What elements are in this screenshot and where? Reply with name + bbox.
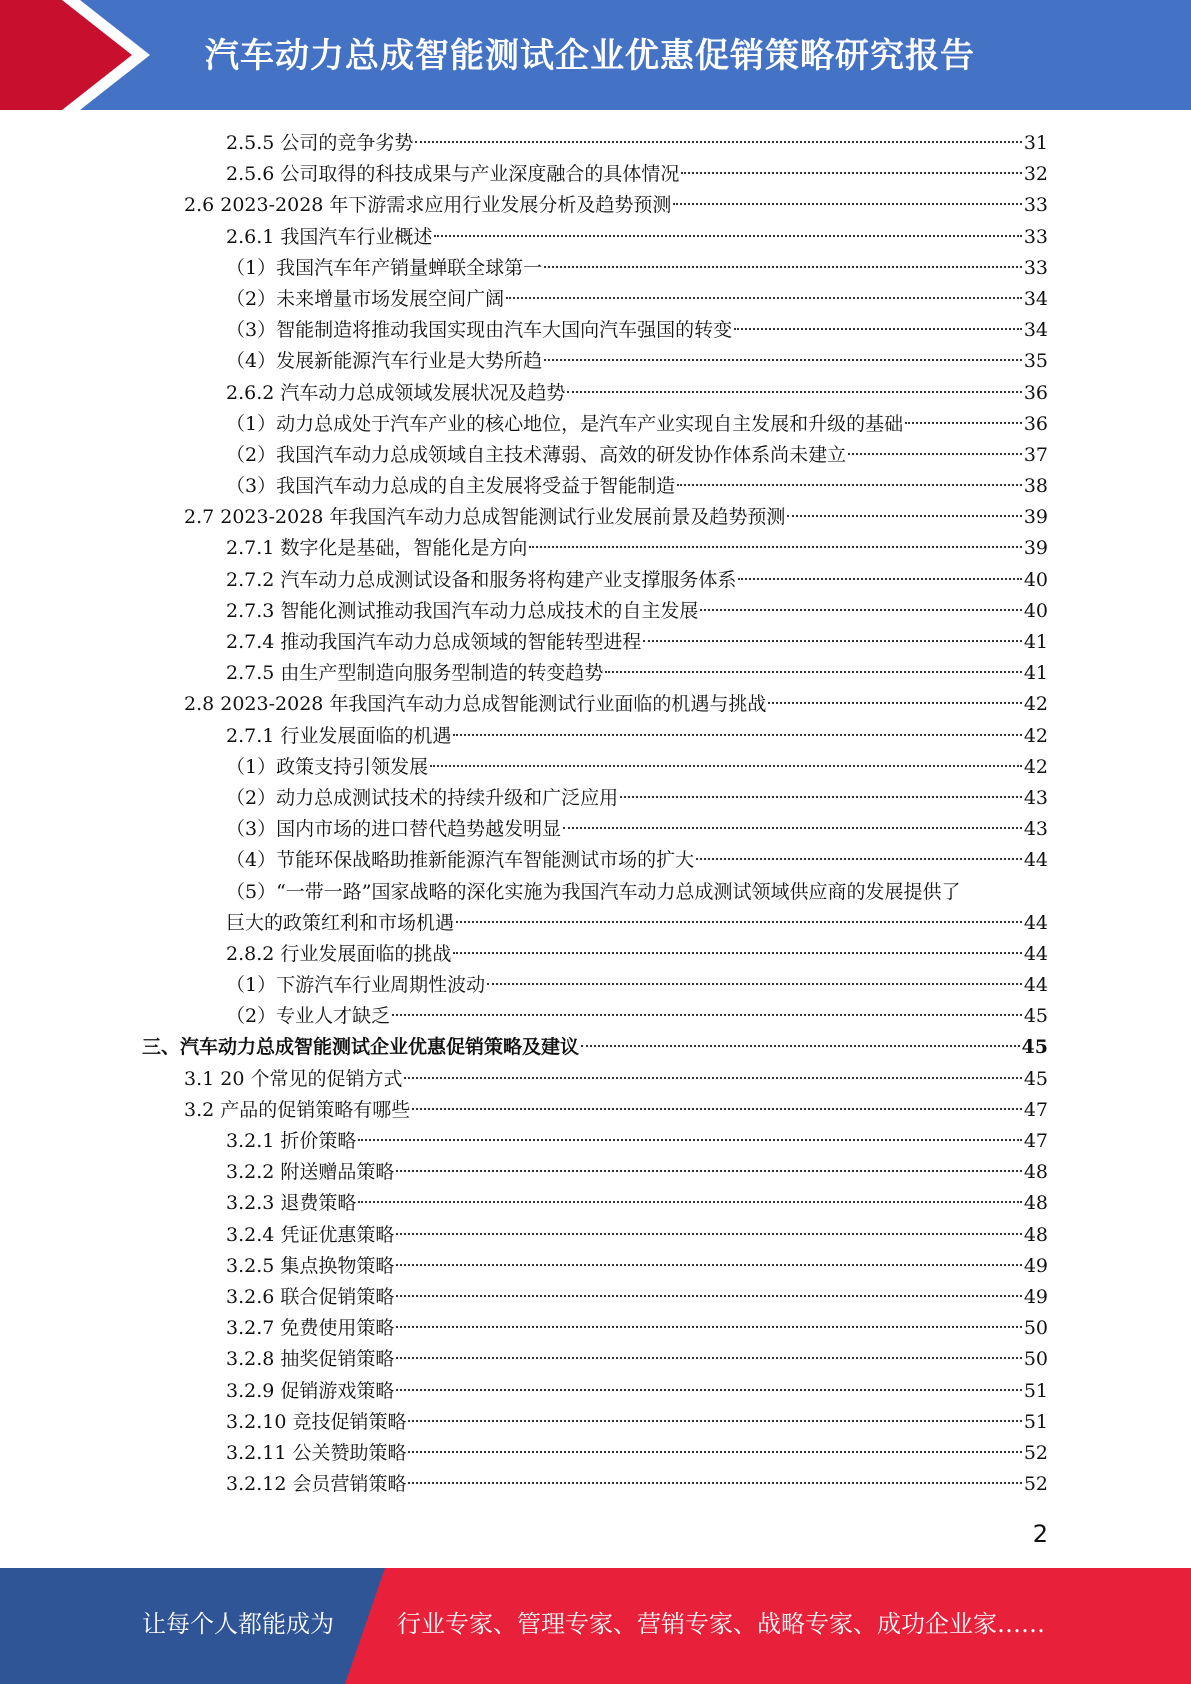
toc-entry[interactable] [226,1469,1048,1500]
toc-entry-title: （1）政策支持引领发展 [226,755,429,778]
toc-entry-page: 42 [1023,724,1048,747]
toc-entry-title: （2）我国汽车动力总成领域自主技术薄弱、高效的研发协作体系尚未建立 [226,443,847,466]
toc-entry[interactable] [226,721,1048,752]
toc-entry-title: 3.2.5 集点换物策略 [226,1254,395,1277]
toc-entry[interactable] [226,845,1048,876]
toc-dot-leader [563,827,1022,829]
toc-entry[interactable] [226,159,1048,190]
toc-entry-title: （3）智能制造将推动我国实现由汽车大国向汽车强国的转变 [226,319,733,342]
toc-entry-title: 巨大的政策红利和市场机遇 [226,911,455,934]
toc-entry-page: 43 [1023,786,1048,809]
toc-entry-page: 42 [1023,755,1048,778]
toc-dot-leader [681,172,1021,174]
toc-entry-title: （4）节能环保战略助推新能源汽车智能测试市场的扩大 [226,849,695,872]
toc-dot-leader [396,1389,1021,1391]
toc-entry-page: 38 [1023,475,1048,498]
toc-dot-leader [734,328,1022,330]
toc-entry-page: 32 [1023,163,1048,186]
toc-dot-leader [408,1420,1021,1422]
toc-entry-page: 49 [1023,1285,1048,1308]
toc-entry-title: 3.2.10 竞技促销策略 [226,1410,407,1433]
toc-entry[interactable] [226,565,1048,596]
toc-entry[interactable] [226,346,1048,377]
toc-dot-leader [396,1170,1021,1172]
toc-entry-title: （3）国内市场的进口替代趋势越发明显 [226,818,562,841]
toc-dot-leader [787,515,1021,517]
toc-entry-page: 47 [1023,1130,1048,1152]
toc-entry[interactable] [226,1251,1048,1282]
toc-dot-leader [905,422,1022,424]
toc-dot-leader [404,1077,1021,1079]
toc-entry-page: 36 [1023,412,1048,435]
toc-entry-title: （2）动力总成测试技术的持续升级和广泛应用 [226,786,619,809]
toc-entry-page: 36 [1023,381,1048,404]
toc-entry-page: 35 [1023,350,1048,373]
toc-entry-title: 2.7.2 汽车动力总成测试设备和服务将构建产业支撑服务体系 [226,568,737,591]
toc-dot-leader [605,671,1021,673]
toc-entry[interactable] [226,1313,1048,1344]
toc-entry-page: 52 [1023,1441,1048,1464]
toc-dot-leader [396,1295,1021,1297]
toc-entry[interactable] [226,814,1048,845]
toc-entry[interactable] [226,1001,1048,1032]
toc-dot-leader [453,952,1021,954]
toc-entry-title: 2.7.1 数字化是基础，智能化是方向 [226,537,528,560]
toc-entry-title: 2.7 2023-2028 年我国汽车动力总成智能测试行业发展前景及趋势预测 [184,506,786,529]
toc-entry-title: 2.7.5 由生产型制造向服务型制造的转变趋势 [226,662,604,685]
toc-entry[interactable] [226,1188,1048,1219]
toc-entry-page: 52 [1023,1473,1048,1496]
toc-entry-page: 39 [1023,506,1048,529]
toc-entry[interactable] [226,1126,1048,1157]
toc-dot-leader [567,391,1021,393]
toc-entry-page: 48 [1023,1192,1048,1215]
toc-entry-page: 33 [1023,225,1048,248]
toc-entry-title: （1）下游汽车行业周期性波动 [226,974,486,997]
toc-entry-title: （1）我国汽车年产销量蝉联全球第一 [226,256,543,279]
toc-dot-leader [529,546,1021,548]
toc-entry[interactable] [226,1282,1048,1313]
toc-entry[interactable] [184,190,1048,221]
toc-entry[interactable] [226,658,1048,689]
toc-dot-leader [620,796,1022,798]
toc-dot-leader [700,609,1021,611]
toc-dot-leader [430,765,1022,767]
toc-entry-title: 2.7.1 行业发展面临的机遇 [226,724,452,747]
toc-entry[interactable] [226,284,1048,315]
toc-entry-page: 44 [1023,911,1048,934]
toc-dot-leader [396,1233,1021,1235]
toc-entry-title: 2.7.4 推动我国汽车动力总成领域的智能转型进程 [226,631,642,653]
toc-entry-page: 48 [1023,1161,1048,1184]
toc-entry[interactable] [226,440,1048,471]
footer-slogan-right: 行业专家、管理专家、营销专家、战略专家、成功企业家…… [397,1610,1045,1638]
toc-entry-page: 43 [1023,818,1048,841]
toc-entry[interactable] [226,378,1048,409]
toc-entry[interactable] [226,970,1048,1001]
toc-entry-page: 33 [1023,256,1048,279]
toc-entry[interactable] [184,1095,1048,1126]
toc-dot-leader [358,1201,1021,1203]
toc-entry-title: 2.5.5 公司的竞争劣势 [226,132,414,154]
toc-entry-page: 44 [1023,849,1048,872]
toc-entry-page: 45 [1023,1067,1048,1090]
toc-entry-page: 40 [1023,599,1048,622]
toc-entry-title: 3.2.9 促销游戏策略 [226,1379,395,1402]
toc-entry[interactable] [226,877,1048,908]
toc-dot-leader [453,734,1021,736]
toc-dot-leader [456,921,1022,923]
toc-dot-leader [544,359,1022,361]
toc-entry[interactable] [226,752,1048,783]
toc-entry-title: 3.2.11 公关赞助策略 [226,1441,407,1464]
toc-entry[interactable] [226,908,1048,939]
footer-slogan-left: 让每个人都能成为 [142,1610,334,1638]
toc-entry[interactable] [226,1407,1048,1438]
toc-entry-title: 2.8.2 行业发展面临的挑战 [226,942,452,965]
toc-dot-leader [396,1357,1021,1359]
toc-entry-title: （1）动力总成处于汽车产业的核心地位，是汽车产业实现自主发展和升级的基础 [226,412,904,435]
toc-entry[interactable] [226,533,1048,564]
toc-entry-page: 31 [1023,132,1048,154]
toc-entry-page: 48 [1023,1223,1048,1246]
toc-entry-title: 三、汽车动力总成智能测试企业优惠促销策略及建议 [142,1036,580,1059]
toc-entry[interactable] [184,502,1048,533]
toc-entry-title: 3.2.7 免费使用策略 [226,1317,395,1340]
toc-entry[interactable] [142,1032,1048,1063]
toc-dot-leader [487,983,1022,985]
toc-entry[interactable] [226,253,1048,284]
toc-entry-title: （5）“一带一路”国家战略的深化实施为我国汽车动力总成测试领域供应商的发展提供了 [226,880,961,903]
toc-entry-page: 34 [1023,319,1048,342]
toc-entry-page: 45 [1021,1036,1048,1059]
toc-dot-leader [434,235,1021,237]
toc-entry-page: 44 [1023,974,1048,997]
toc-entry-title: 3.2.12 会员营销策略 [226,1473,407,1496]
toc-entry[interactable] [226,222,1048,253]
toc-entry-title: 3.2.2 附送赠品策略 [226,1161,395,1184]
toc-entry[interactable] [226,939,1048,970]
toc-entry-page: 51 [1023,1410,1048,1433]
toc-dot-leader [415,141,1021,143]
toc-entry[interactable] [226,1220,1048,1251]
toc-entry-page: 39 [1023,537,1048,560]
toc-entry-page: 40 [1023,568,1048,591]
page-header [0,0,1191,110]
toc-dot-leader [768,702,1021,704]
toc-dot-leader [396,1264,1021,1266]
toc-entry-page: 37 [1023,443,1048,466]
page-footer [0,1568,1191,1684]
toc-entry-page: 51 [1023,1379,1048,1402]
toc-dot-leader [544,266,1022,268]
toc-entry[interactable] [226,1157,1048,1188]
toc-entry-title: 3.2.3 退费策略 [226,1192,357,1215]
toc-entry-title: 3.1 20 个常见的促销方式 [184,1067,403,1090]
toc-entry-title: 2.8 2023-2028 年我国汽车动力总成智能测试行业面临的机遇与挑战 [184,693,767,716]
toc-entry-page: 42 [1023,693,1048,716]
toc-entry-page: 50 [1023,1317,1048,1340]
toc-entry-title: 3.2 产品的促销策略有哪些 [184,1098,411,1121]
toc-entry-title: 2.6.2 汽车动力总成领域发展状况及趋势 [226,381,566,404]
toc-entry-page: 50 [1023,1348,1048,1371]
toc-dot-leader [392,1014,1022,1016]
toc-entry[interactable] [226,1376,1048,1407]
toc-entry-page: 34 [1023,287,1048,310]
toc-dot-leader [412,1108,1022,1110]
toc-entry-page: 33 [1023,194,1048,217]
toc-entry-page: 44 [1023,942,1048,965]
toc-entry-page: 47 [1023,1098,1048,1121]
toc-dot-leader [677,484,1022,486]
toc-entry-page: 45 [1023,1005,1048,1028]
toc-entry-page: 41 [1023,631,1048,653]
toc-dot-leader [673,203,1021,205]
toc-dot-leader [696,858,1022,860]
toc-dot-leader [738,578,1021,580]
toc-entry-title: 2.6 2023-2028 年下游需求应用行业发展分析及趋势预测 [184,194,672,217]
toc-entry-title: 2.5.6 公司取得的科技成果与产业深度融合的具体情况 [226,163,680,186]
toc-dot-leader [408,1482,1021,1484]
toc-entry[interactable] [226,627,1048,658]
toc-entry[interactable] [226,783,1048,814]
toc-dot-leader [408,1451,1021,1453]
toc-entry-title: 2.6.1 我国汽车行业概述 [226,225,433,248]
toc-dot-leader [581,1045,1020,1047]
toc-entry-page: 49 [1023,1254,1048,1277]
toc-entry-title: （2）未来增量市场发展空间广阔 [226,287,505,310]
table-of-contents [0,128,1191,1500]
toc-entry-title: 3.2.8 抽奖促销策略 [226,1348,395,1371]
toc-entry-title: （4）发展新能源汽车行业是大势所趋 [226,350,543,373]
toc-entry-title: 2.7.3 智能化测试推动我国汽车动力总成技术的自主发展 [226,599,699,622]
toc-dot-leader [643,640,1021,642]
toc-entry[interactable] [184,1064,1048,1095]
toc-entry[interactable] [226,471,1048,502]
toc-dot-leader [396,1326,1021,1328]
toc-entry-title: （2）专业人才缺乏 [226,1005,391,1028]
toc-entry[interactable] [226,315,1048,346]
toc-entry-title: 3.2.1 折价策略 [226,1130,357,1152]
toc-entry[interactable] [184,689,1048,720]
toc-entry[interactable] [226,128,1048,159]
toc-entry-page: 41 [1023,662,1048,685]
toc-entry[interactable] [226,1344,1048,1375]
toc-entry[interactable] [226,1438,1048,1469]
toc-entry[interactable] [226,596,1048,627]
toc-entry-title: 3.2.6 联合促销策略 [226,1285,395,1308]
page-number: 2 [1032,1520,1048,1548]
toc-dot-leader [848,453,1022,455]
toc-entry-title: 3.2.4 凭证优惠策略 [226,1223,395,1246]
toc-dot-leader [506,297,1022,299]
document-title: 汽车动力总成智能测试企业优惠促销策略研究报告 [205,36,975,76]
toc-dot-leader [358,1139,1021,1141]
toc-entry-title: （3）我国汽车动力总成的自主发展将受益于智能制造 [226,475,676,498]
toc-entry[interactable] [226,409,1048,440]
